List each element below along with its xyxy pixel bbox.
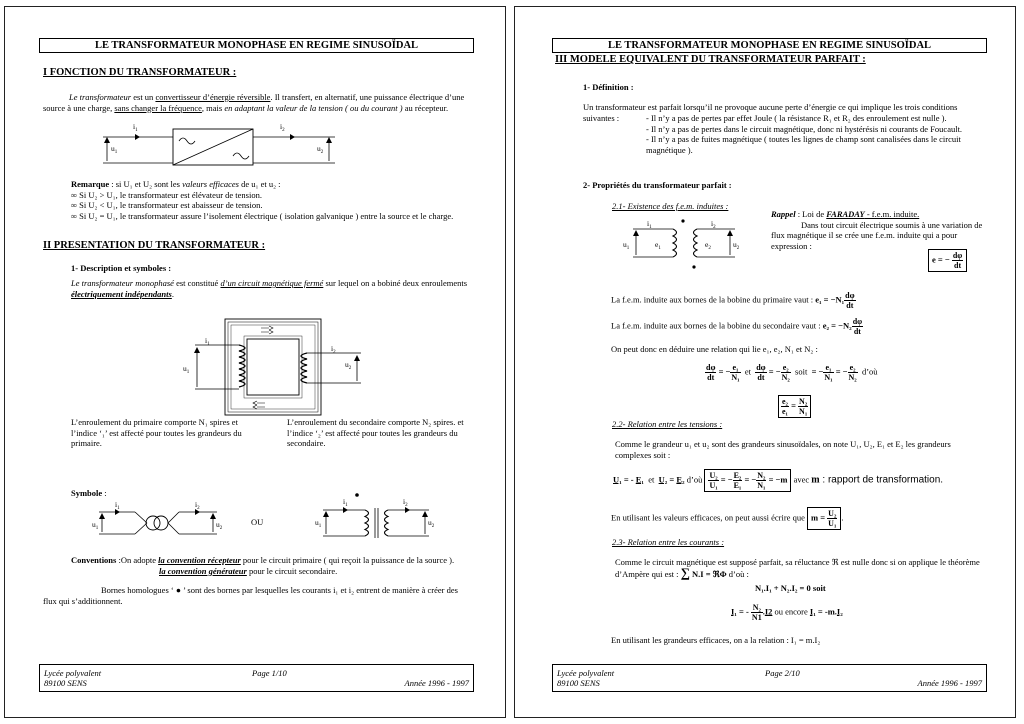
- svg-text:i1: $i_1$: [647, 219, 652, 230]
- svg-text:e2: $e_2$: [705, 240, 711, 251]
- svg-text:u2: $u_2$: [733, 240, 740, 251]
- transformer-symbol-circles: [92, 500, 235, 542]
- label-i1: $i_1$: [133, 122, 138, 133]
- faraday-formula: e = − $\frac{d\varphi}{dt}$: [928, 249, 967, 272]
- svg-text:u1: $u_1$: [315, 518, 322, 529]
- fem-secondary-line: La f.e.m. induite aux bornes de la bobine du secondaire vaut : e₂ = −N₂ $\frac{d\varphi}{dt}$: [611, 317, 863, 336]
- svg-text:e1: $e_1$: [655, 240, 661, 251]
- svg-text:i1: $i_1$: [205, 336, 210, 347]
- condition-item: - Il n’y a pas de pertes dans le circuit magnétique, donc ni hystérésis ni courants de Foucault.: [646, 123, 963, 134]
- ampere-equation: N₁.I₁ + N₂.I₂ = 0 soit: [755, 583, 826, 593]
- conditions-list: [646, 113, 987, 155]
- transformer-symbol-coils: [317, 492, 447, 542]
- courants-text: Comme le circuit magnétique est supposé parfait, sa réluctance ℜ est nulle donc si on applique le théorème d’Ampère qui est : ∑ N.I = ℜΦ d’où :: [615, 557, 980, 580]
- page-number: Page 1/10: [252, 668, 287, 678]
- svg-text:i2: $i_2$: [195, 500, 200, 511]
- remarque-item: ∞ Si U₂ > U₁, le transformateur est élévateur de tension.: [71, 189, 262, 200]
- subheading-description: 1- Description et symboles :: [71, 263, 172, 273]
- fem-relation-equation: $\frac{d\varphi}{dt}$ = − $\frac{\text{e₁}}{\text{N₁}}$ et $\frac{d\varphi}{dt}$ = − $\frac{\text{e₂}}{\text{N₂}}$ soit = − $\frac{\text{e₁}}{\text{N₁}}$ = − $\frac{\text{e₂}}{\text{N₂}}$ d’où: [706, 363, 878, 382]
- subheading-definition: 1- Définition :: [583, 82, 634, 92]
- definition-text: Un transformateur est parfait lorsqu’il ne provoque aucune perte d’énergie ce qui implique les trois conditions suivantes :: [583, 102, 958, 123]
- tensions-text: Comme le grandeur u₁ et u₂ sont des grandeurs sinusoïdales, on note U₁, U₂, E₁ et E₂ les grandeurs complexes soit :: [615, 439, 951, 460]
- remarque-item: ∞ Si U₂ < U₁, le transformateur est abaisseur de tension.: [71, 200, 263, 210]
- section-heading-modele: III MODELE EQUIVALENT DU TRANSFORMATEUR PARFAIT :: [555, 54, 866, 65]
- description-paragraph: Le transformateur monophasé est constitué d’un circuit magnétique fermé sur lequel on a bobiné deux enroulements électriquement indépendants.: [71, 278, 468, 299]
- svg-text:u2: $u_2$: [428, 518, 435, 529]
- ou-label: OU: [251, 517, 264, 527]
- page-footer: Lycée polyvalent 89100 SENS Page 2/10 Année 1996 - 1997: [552, 664, 987, 692]
- subheading-courants: 2.3- Relation entre les courants :: [612, 537, 725, 547]
- condition-item: - Il n’y a pas de pertes par effet Joule ( la résistance R₁ et R₂ des enroulement est nulle ).: [646, 113, 947, 123]
- svg-text:i2: $i_2$: [403, 497, 408, 508]
- section-heading-presentation: II PRESENTATION DU TRANSFORMATEUR :: [43, 240, 266, 251]
- remarque-item: ∞ Si U₂ = U₁, le transformateur assure l’isolement électrique ( isolation galvanique ) entre la source et le charge.: [71, 210, 454, 221]
- symbole-label: Symbole :: [71, 488, 107, 498]
- secondary-description: L’enroulement du secondaire comporte N₂ spires. et l’indice ‘₂’ est affecté pour toutes les grandeurs du secondaire.: [287, 417, 464, 448]
- intro-paragraph: Le transformateur est un convertisseur d’énergie réversible. Il transfert, en alternatif, une puissance électrique d’une source à une charge, sans changer la fréquence, mais en adaptant la valeur de la tension ( ou du courant ) au récepteur.: [43, 92, 465, 113]
- condition-item: - Il n’y a pas de fuites magnétique ( toutes les lignes de champ sont canalisées dans le circuit magnétique ).: [646, 134, 961, 155]
- remarque-block: Remarque : si U₁ et U₂ sont les valeurs efficaces de u₁ et u₂ : ∞ Si U₂ > U₁, le transformateur est élévateur de tension. ∞ Si U₂ < U₁, le transformateur est abaisseur de tension. ∞ Si U₂ = U₁, le transformateur assure l’isolement électrique ( isolation galvanique ) entre la source et le charge.: [71, 179, 471, 221]
- svg-text:i2: $i_2$: [331, 344, 336, 355]
- svg-text:u1: $u_1$: [92, 520, 99, 531]
- transformer-block-diagram: [95, 119, 345, 174]
- page-title: LE TRANSFORMATEUR MONOPHASE EN REGIME SINUSOÏDAL: [39, 38, 474, 53]
- svg-text:u1: $u_1$: [183, 364, 190, 375]
- svg-text:u2: $u_2$: [216, 520, 223, 531]
- fem-induced-diagram: [625, 217, 745, 272]
- svg-text:u2: $u_2$: [345, 360, 352, 371]
- svg-text:i1: $i_1$: [115, 500, 120, 511]
- subheading-fem: 2.1- Existence des f.e.m. induites :: [612, 201, 729, 211]
- svg-text:i1: $i_1$: [343, 497, 348, 508]
- page-footer: Lycée polyvalent 89100 SENS Page 1/10 Année 1996 - 1997: [39, 664, 474, 692]
- bornes-homologues-text: Bornes homologues ‘ ● ’ sont des bornes par lesquelles les courants i₁ et i₂ entrent de manière à créer des flux qui s’additionnent.: [43, 585, 458, 606]
- section-heading-fonction: I FONCTION DU TRANSFORMATEUR :: [43, 67, 237, 78]
- page-number: Page 2/10: [765, 668, 800, 678]
- final-relation: En utilisant les grandeurs efficaces, on a la relation : I₁ = m.I₂: [611, 635, 821, 645]
- svg-text:i2: $i_2$: [711, 219, 716, 230]
- tension-ratio-equation: U₁ = - E₁ et U₂ = E₂ d’où $\frac{\text{U₂}}{\text{U₁}}$ = − $\frac{\text{E₂}}{\text{E₁}}$ = − $\frac{\text{N₂}}{\text{N₁}}$ = −m avec m : rapport de transformation.: [613, 471, 944, 490]
- magnetic-circuit-diagram: [165, 317, 365, 417]
- svg-text:u1: $u_1$: [623, 240, 630, 251]
- current-ratio-equation: I₁ = - $\frac{\text{N₂}}{N1}$ .I2 ou encore I₁ = -m.I₂: [731, 603, 843, 622]
- label-u1: $u_1$: [111, 144, 118, 155]
- subheading-proprietes: 2- Propriétés du transformateur parfait :: [583, 180, 732, 190]
- fem-primary-line: La f.e.m. induite aux bornes de la bobine du primaire vaut : e₁ = −N₁ $\frac{d\varphi}{dt}$: [611, 291, 855, 310]
- fem-ratio-box: $\frac{\text{e₂}}{\text{e₁}}$ = $\frac{\text{N₂}}{\text{N₁}}$: [778, 395, 811, 418]
- deduction-text: On peut donc en déduire une relation qui lie e₁, e₂, N₁ et N₂ :: [611, 344, 818, 354]
- page-1: [4, 6, 506, 718]
- primary-description: L’enroulement du primaire comporte N₁ spires et l’indice ‘₁’ est affecté pour toutes les grandeurs du primaire.: [71, 417, 242, 448]
- rappel-block: Rappel : Loi de FARADAY - f.e.m. induite. Dans tout circuit électrique soumis à une variation de flux magnétique il se crée une f.e.m. induite qui a pour expression :: [771, 209, 983, 251]
- efficace-line: En utilisant les valeurs efficaces, on peut aussi écrire que m = $\frac{\text{U₂}}{\text{U₁}}$ .: [611, 509, 844, 528]
- label-i2: $i_2$: [280, 122, 285, 133]
- label-u2: $u_2$: [317, 144, 324, 155]
- page-2: [514, 6, 1016, 718]
- page-title: LE TRANSFORMATEUR MONOPHASE EN REGIME SINUSOÏDAL: [552, 38, 987, 53]
- subheading-tensions: 2.2- Relation entre les tensions :: [612, 419, 723, 429]
- conventions-block: Conventions :On adopte la convention récepteur pour le circuit primaire ( qui reçoit la puissance de la source ). la convention générateur pour le circuit secondaire.: [71, 555, 455, 576]
